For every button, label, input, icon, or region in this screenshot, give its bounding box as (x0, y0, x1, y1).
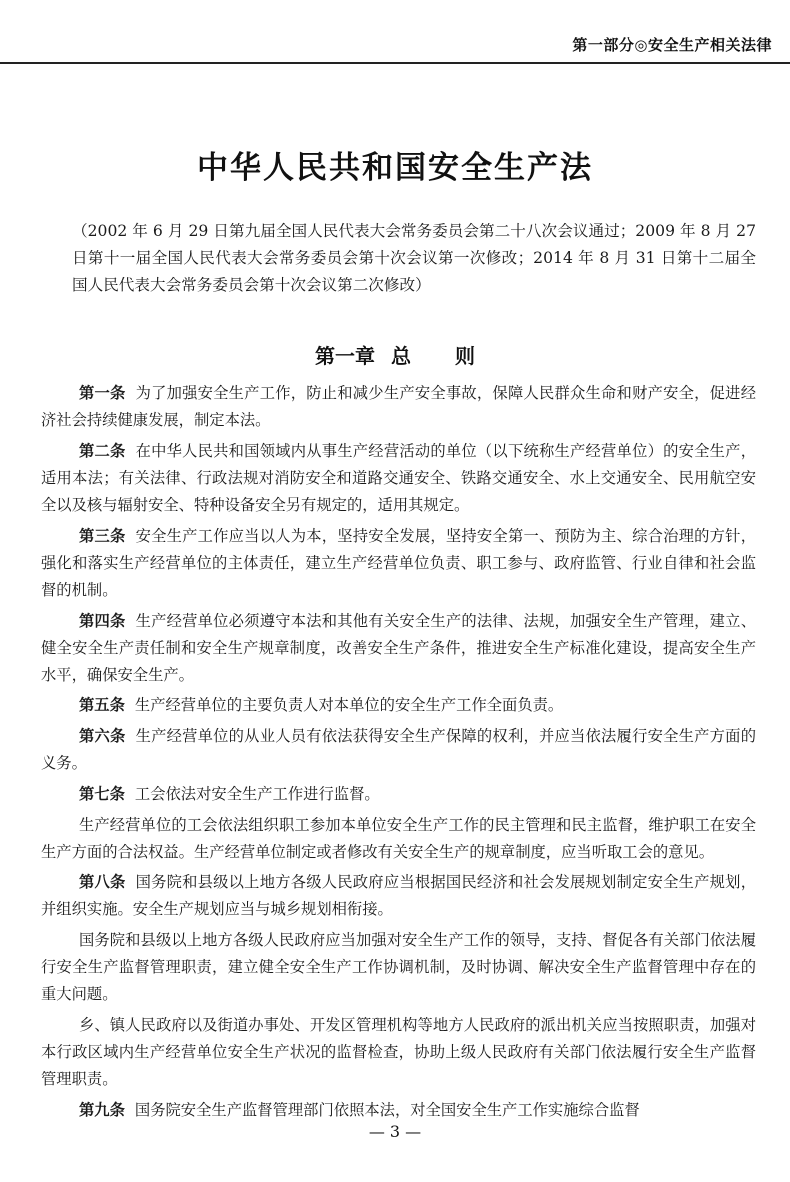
running-head: 第一部分◎安全生产相关法律 (572, 36, 772, 54)
chapter-number: 第一章 (315, 344, 375, 368)
article-text: 生产经营单位的从业人员有依法获得安全生产保障的权利，并应当依法履行安全生产方面的义务。 (41, 727, 756, 773)
adoption-note: （2002 年 6 月 29 日第九届全国人民代表大会常务委员会第二十八次会议通过；2009 年 8 月 27 日第十一届全国人民代表大会常务委员会第十次会议第一次修改；2014 年 8 月 31 日第十二届全国人民代表大会常务委员会第十次会议第二次修改） (72, 222, 756, 294)
article-text: 生产经营单位的工会依法组织职工参加本单位安全生产工作的民主管理和民主监督，维护职工在安全生产方面的合法权益。生产经营单位制定或者修改有关安全生产的规章制度，应当听取工会的意见。 (41, 815, 756, 861)
article-paragraph (41, 608, 756, 689)
article-paragraph (41, 692, 756, 719)
article-paragraph (41, 723, 756, 777)
document-title: 中华人民共和国安全生产法 (197, 150, 593, 186)
article-paragraph (41, 1097, 756, 1124)
article-label: 第五条 (79, 696, 125, 715)
article-label: 第六条 (79, 727, 126, 746)
article-text: 生产经营单位的主要负责人对本单位的安全生产工作全面负责。 (134, 696, 564, 715)
article-paragraph (41, 438, 756, 519)
chapter-title-part1: 总 (391, 344, 411, 368)
article-paragraph (41, 523, 756, 604)
article-text: 为了加强安全生产工作，防止和减少生产安全事故，保障人民群众生命和财产安全，促进经济社会持续健康发展，制定本法。 (41, 384, 756, 430)
body-text (41, 380, 756, 1124)
article-paragraph (41, 869, 756, 923)
article-paragraph (41, 781, 756, 808)
article-label: 第二条 (79, 441, 126, 460)
article-text: 国务院安全生产监督管理部门依照本法，对全国安全生产工作实施综合监督 (134, 1100, 640, 1119)
header-rule (0, 62, 790, 64)
article-label: 第四条 (79, 611, 126, 630)
article-label: 第七条 (79, 784, 125, 803)
page-number: — 3 — (368, 1122, 422, 1141)
article-subparagraph (41, 1012, 756, 1093)
chapter-title-part2: 则 (455, 344, 475, 368)
article-label: 第九条 (79, 1100, 125, 1119)
article-subparagraph (41, 927, 756, 1008)
article-paragraph (41, 380, 756, 434)
article-text: 生产经营单位必须遵守本法和其他有关安全生产的法律、法规，加强安全生产管理，建立、健全安全生产责任制和安全生产规章制度，改善安全生产条件，推进安全生产标准化建设，提高安全生产水平，确保安全生产。 (41, 611, 756, 684)
chapter-heading (0, 340, 790, 369)
article-subparagraph (41, 812, 756, 866)
article-label: 第八条 (79, 873, 126, 892)
article-label: 第三条 (79, 526, 126, 545)
article-text: 国务院和县级以上地方各级人民政府应当加强对安全生产工作的领导，支持、督促各有关部门依法履行安全生产监督管理职责，建立健全安全生产工作协调机制，及时协调、解决安全生产监督管理中存在的重大问题。 (41, 931, 756, 1004)
article-label: 第一条 (79, 384, 126, 402)
article-text: 在中华人民共和国领域内从事生产经营活动的单位（以下统称生产经营单位）的安全生产，适用本法；有关法律、行政法规对消防安全和道路交通安全、铁路交通安全、水上交通安全、民用航空安全以及核与辐射安全、特种设备安全另有规定的，适用其规定。 (41, 441, 756, 514)
article-text: 工会依法对安全生产工作进行监督。 (134, 784, 380, 803)
article-text: 乡、镇人民政府以及街道办事处、开发区管理机构等地方人民政府的派出机关应当按照职责，加强对本行政区域内生产经营单位安全生产状况的监督检查，协助上级人民政府有关部门依法履行安全生产监督管理职责。 (41, 1016, 756, 1089)
article-text: 安全生产工作应当以人为本，坚持安全发展，坚持安全第一、预防为主、综合治理的方针，强化和落实生产经营单位的主体责任，建立生产经营单位负责、职工参与、政府监管、行业自律和社会监督的机制。 (41, 526, 756, 599)
article-text: 国务院和县级以上地方各级人民政府应当根据国民经济和社会发展规划制定安全生产规划，并组织实施。安全生产规划应当与城乡规划相衔接。 (41, 873, 756, 919)
